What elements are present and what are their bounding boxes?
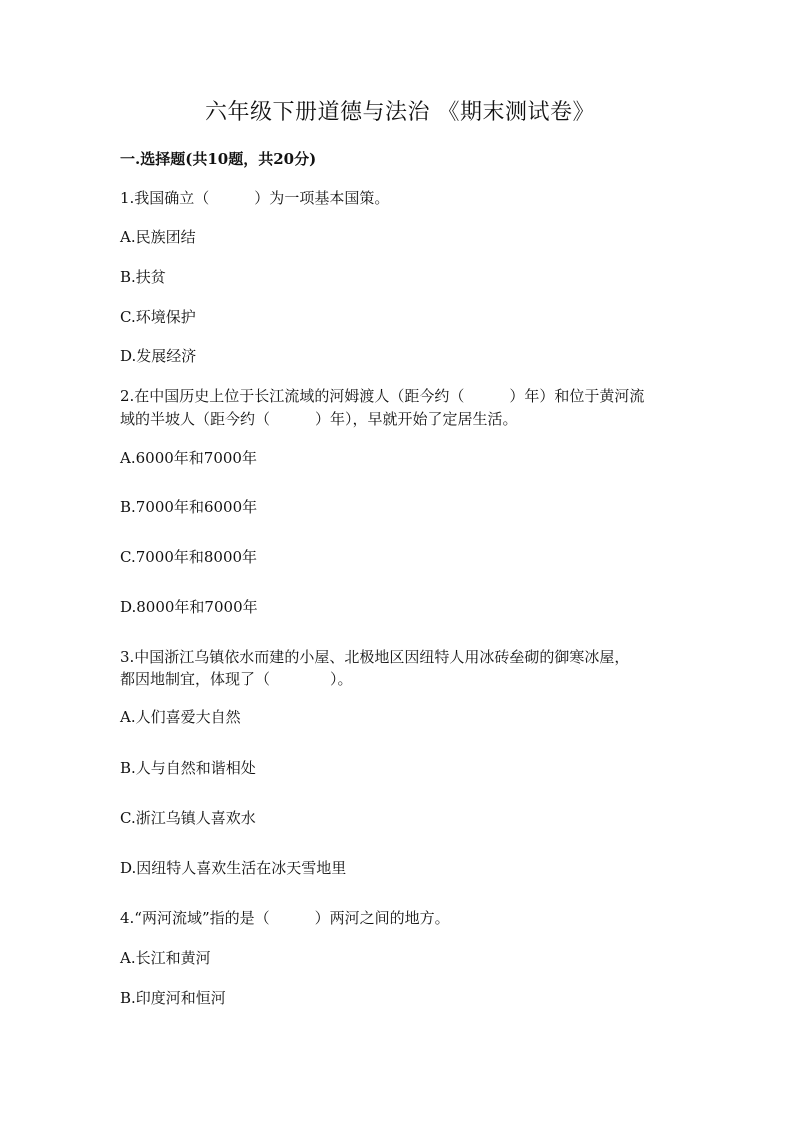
question-3-stem-line-1: 3.中国浙江乌镇依水而建的小屋、北极地区因纽特人用冰砖垒砌的御寒冰屋， xyxy=(120,648,630,666)
page-title: 六年级下册道德与法治 《期末测试卷》 xyxy=(205,100,595,125)
section-heading: 一.选择题(共10题，共20分) xyxy=(120,150,317,168)
question-2-stem-line-1: 2.在中国历史上位于长江流域的河姆渡人（距今约（ ）年）和位于黄河流 xyxy=(120,387,645,405)
question-4-stem: 4.“两河流域”指的是（ ）两河之间的地方。 xyxy=(120,909,450,927)
question-1-option-d: D.发展经济 xyxy=(120,347,197,365)
question-1-option-a: A.民族团结 xyxy=(120,228,196,246)
question-3-option-d: D.因纽特人喜欢生活在冰天雪地里 xyxy=(120,859,347,877)
question-2-stem-line-2: 域的半坡人（距今约（ ）年），早就开始了定居生活。 xyxy=(120,410,518,428)
question-3-option-c: C.浙江乌镇人喜欢水 xyxy=(120,809,256,827)
question-1-option-b: B.扶贫 xyxy=(120,268,166,286)
question-4-option-b: B.印度河和恒河 xyxy=(120,989,226,1007)
question-2-option-d: D.8000年和7000年 xyxy=(120,598,258,616)
question-2-option-c: C.7000年和8000年 xyxy=(120,548,258,566)
question-1-stem: 1.我国确立（ ）为一项基本国策。 xyxy=(120,189,390,207)
question-3-stem-line-2: 都因地制宜，体现了（ ）。 xyxy=(120,670,353,688)
question-2-option-a: A.6000年和7000年 xyxy=(120,449,257,467)
question-3-option-b: B.人与自然和谐相处 xyxy=(120,759,256,777)
question-1-option-c: C.环境保护 xyxy=(120,308,196,326)
question-2-option-b: B.7000年和6000年 xyxy=(120,498,258,516)
question-3-option-a: A.人们喜爱大自然 xyxy=(120,708,241,726)
question-4-option-a: A.长江和黄河 xyxy=(120,949,211,967)
